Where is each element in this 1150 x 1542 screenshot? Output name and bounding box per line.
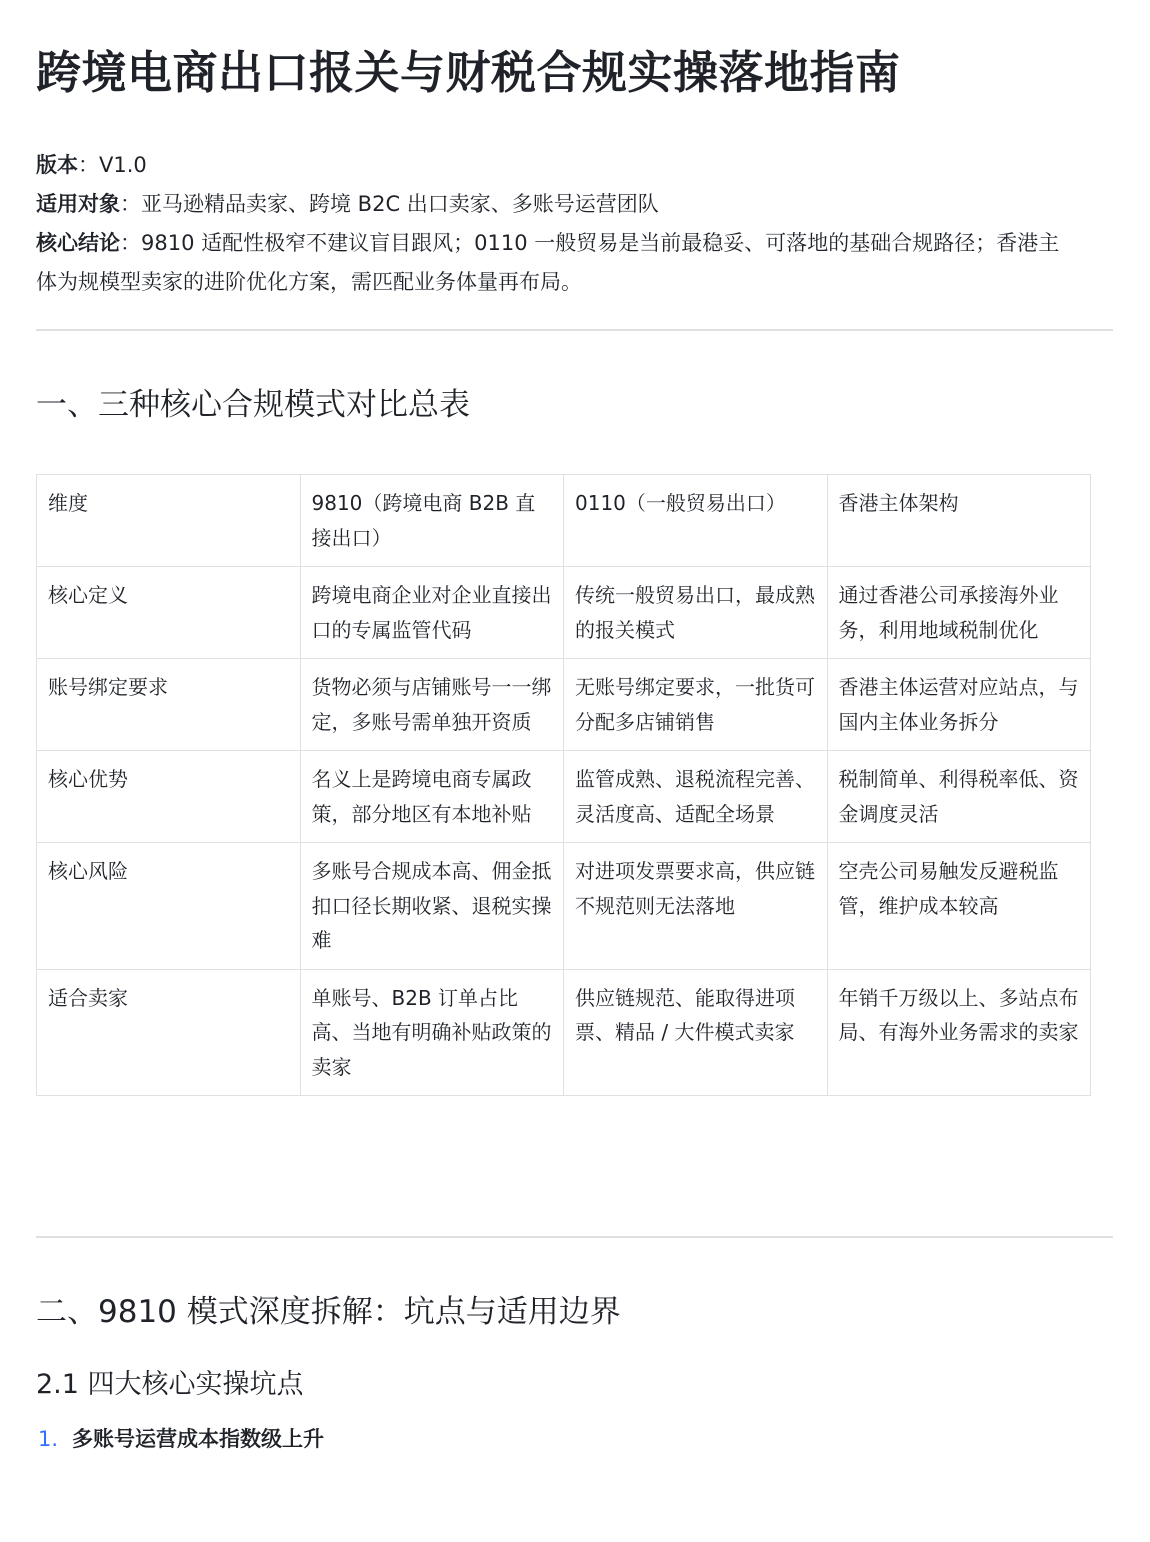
- table-cell: 税制简单、利得税率低、资金调度灵活: [827, 751, 1091, 843]
- table-cell: 空壳公司易触发反避税监管，维护成本较高: [827, 843, 1091, 970]
- meta-value: 9810 适配性极窄不建议盲目跟风；0110 一般贸易是当前最稳妥、可落地的基础合规路径；香港主体为规模型卖家的进阶优化方案，需匹配业务体量再布局。: [36, 231, 1060, 294]
- meta-sep: ：: [120, 231, 141, 255]
- table-row: [37, 659, 1091, 751]
- table-cell: 账号绑定要求: [37, 659, 301, 751]
- meta-sep: ：: [120, 192, 141, 216]
- table-cell: 跨境电商企业对企业直接出口的专属监管代码: [300, 567, 564, 659]
- table-cell: 核心风险: [37, 843, 301, 970]
- comparison-table: [36, 474, 1091, 1096]
- table-row: [37, 567, 1091, 659]
- table-cell: 供应链规范、能取得进项票、精品 / 大件模式卖家: [564, 969, 828, 1096]
- table-cell: 适合卖家: [37, 969, 301, 1096]
- table-cell: 核心定义: [37, 567, 301, 659]
- divider: [36, 329, 1113, 331]
- meta-version: [36, 146, 1076, 185]
- table-cell: 对进项发票要求高，供应链不规范则无法落地: [564, 843, 828, 970]
- ordered-list: [36, 1420, 324, 1458]
- table-header-cell: 维度: [37, 475, 301, 567]
- table-cell: 货物必须与店铺账号一一绑定，多账号需单独开资质: [300, 659, 564, 751]
- meta-value: 亚马逊精品卖家、跨境 B2C 出口卖家、多账号运营团队: [141, 192, 659, 216]
- table-cell: 香港主体运营对应站点，与国内主体业务拆分: [827, 659, 1091, 751]
- table-header-row: [37, 475, 1091, 567]
- table-header-cell: 0110（一般贸易出口）: [564, 475, 828, 567]
- table-cell: 通过香港公司承接海外业务，利用地域税制优化: [827, 567, 1091, 659]
- table-cell: 单账号、B2B 订单占比高、当地有明确补贴政策的卖家: [300, 969, 564, 1096]
- meta-key: 版本: [36, 153, 78, 177]
- table-cell: 监管成熟、退税流程完善、灵活度高、适配全场景: [564, 751, 828, 843]
- meta-sep: ：: [78, 153, 99, 177]
- table-header-cell: 9810（跨境电商 B2B 直接出口）: [300, 475, 564, 567]
- section-heading-2: 二、9810 模式深度拆解：坑点与适用边界: [36, 1294, 621, 1330]
- meta-conclusion: [36, 224, 1076, 302]
- table-row: [37, 843, 1091, 970]
- table-cell: 名义上是跨境电商专属政策，部分地区有本地补贴: [300, 751, 564, 843]
- table-cell: 多账号合规成本高、佣金抵扣口径长期收紧、退税实操难: [300, 843, 564, 970]
- meta-audience: [36, 185, 1076, 224]
- table-cell: 无账号绑定要求，一批货可分配多店铺销售: [564, 659, 828, 751]
- table-row: [37, 751, 1091, 843]
- table-cell: 年销千万级以上、多站点布局、有海外业务需求的卖家: [827, 969, 1091, 1096]
- table-cell: 传统一般贸易出口，最成熟的报关模式: [564, 567, 828, 659]
- meta-value: V1.0: [99, 153, 147, 177]
- meta-key: 核心结论: [36, 231, 120, 255]
- list-item-text: 多账号运营成本指数级上升: [72, 1427, 324, 1451]
- table-cell: 核心优势: [37, 751, 301, 843]
- meta-key: 适用对象: [36, 192, 120, 216]
- divider: [36, 1236, 1113, 1238]
- document-title: 跨境电商出口报关与财税合规实操落地指南: [36, 46, 901, 99]
- document-meta: [36, 146, 1076, 302]
- table-row: [37, 969, 1091, 1096]
- section-heading-1: 一、三种核心合规模式对比总表: [36, 387, 470, 423]
- list-item: [36, 1420, 324, 1458]
- table-header-cell: 香港主体架构: [827, 475, 1091, 567]
- list-item-number: 1.: [38, 1427, 59, 1451]
- subsection-heading: 2.1 四大核心实操坑点: [36, 1369, 304, 1400]
